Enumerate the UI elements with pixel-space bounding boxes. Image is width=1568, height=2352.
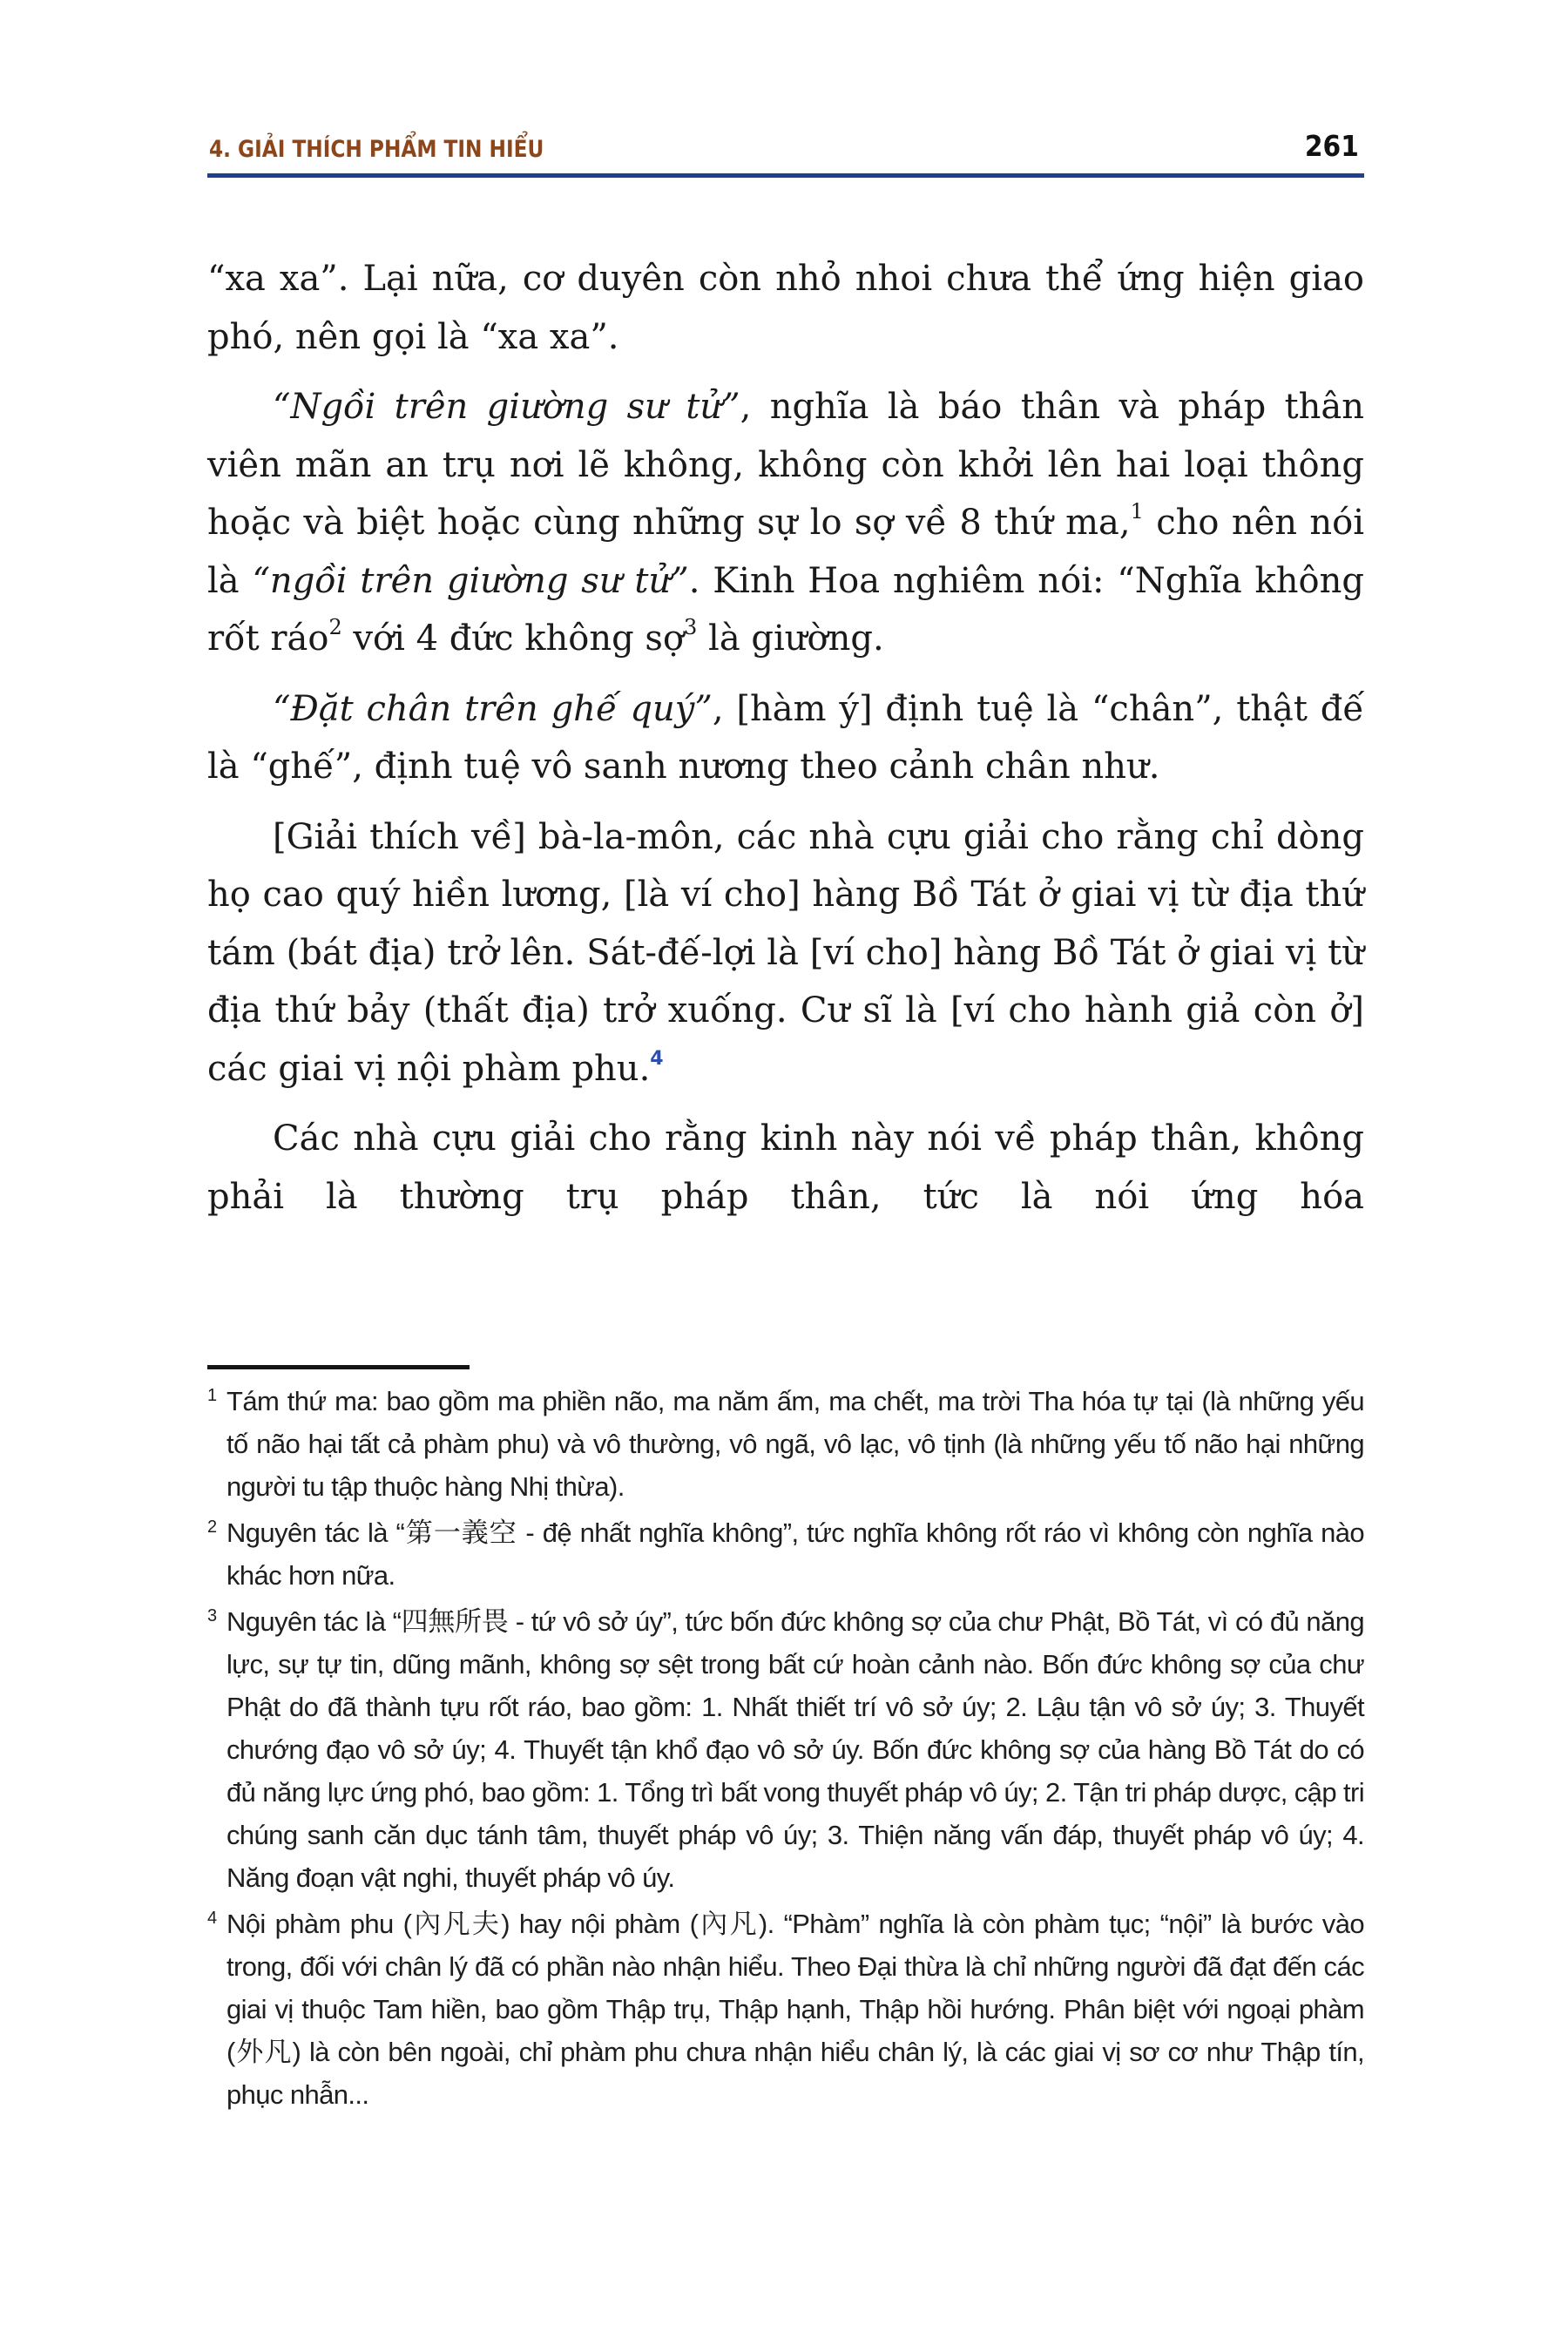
footnote-ref: 2: [328, 615, 342, 639]
footnote: [207, 1380, 1364, 1508]
page-number: 261: [1304, 129, 1359, 163]
quoted-phrase: “Ngồi trên giường sư tử”: [273, 387, 740, 427]
footnote-separator: [207, 1365, 470, 1369]
text-run: . Kinh Hoa nghiêm nói: “Nghĩa không rốt ráo: [207, 560, 1364, 659]
footnote: [207, 1511, 1364, 1597]
text-run: [Giải thích về] bà-la-môn, các nhà cựu giải cho rằng chỉ dòng họ cao quý hiền lương, [là ví cho] hàng Bồ Tát ở giai vị từ địa thứ tám (bát địa) trở lên. Sát-đế-lợi là [ví cho] hàng Bồ Tát ở giai vị từ địa thứ bảy (thất địa) trở xuống. Cư sĩ là [ví cho hành giả còn ở] các giai vị nội phàm phu.: [207, 816, 1364, 1089]
footnote-ref: 3: [684, 615, 698, 639]
footnote-text: Nội phàm phu (內凡夫) hay nội phàm (內凡). “Phàm” nghĩa là còn phàm tục; “nội” là bước vào trong, đối với chân lý đã có phần nào nhận hiểu. Theo Đại thừa là chỉ những người đã đạt đến các giai vị thuộc Tam hiền, bao gồm Thập trụ, Thập hạnh, Thập hồi hướng. Phân biệt với ngoại phàm (外凡) là còn bên ngoài, chỉ phàm phu chưa nhận hiểu chân lý, là các giai vị sơ cơ như Thập tín, phục nhẫn...: [226, 1909, 1364, 2110]
footnote-number: 1: [207, 1386, 217, 1405]
body-paragraph: [207, 1110, 1364, 1226]
text-run: với 4 đức không sợ: [341, 618, 685, 659]
footnote-text: Nguyên tác là “第一義空 - đệ nhất nghĩa không”, tức nghĩa không rốt ráo vì không còn nghĩa nào khác hơn nữa.: [226, 1517, 1364, 1591]
footnote-number: 2: [207, 1517, 217, 1537]
footnote: [207, 1903, 1364, 2116]
text-run: , nghĩa là báo thân và pháp thân viên mãn an trụ nơi lẽ không, không còn khởi lên hai loại thông hoặc và biệt hoặc cùng những sự lo sợ về 8 thứ ma,: [207, 387, 1364, 543]
footnote-ref: 1: [1130, 499, 1144, 524]
footnote-ref-link[interactable]: 4: [650, 1047, 664, 1070]
body-paragraph: [207, 250, 1364, 366]
footnote-text: Tám thứ ma: bao gồm ma phiền não, ma năm ấm, ma chết, ma trời Tha hóa tự tại (là những yếu tố não hại tất cả phàm phu) và vô thường, vô ngã, vô lạc, vô tịnh (là những yếu tố não hại những người tu tập thuộc hàng Nhị thừa).: [226, 1386, 1364, 1502]
footnote-number: 3: [207, 1606, 217, 1625]
chapter-title: 4. GIẢI THÍCH PHẨM TIN HIỂU: [209, 136, 544, 163]
footnote: [207, 1600, 1364, 1899]
text-run: Các nhà cựu giải cho rằng kinh này nói về pháp thân, không phải là thường trụ pháp thân, tức là nói ứng hóa: [207, 1119, 1364, 1217]
header-rule: [207, 173, 1364, 178]
body-paragraph: [207, 378, 1364, 668]
quoted-phrase: “ngồi trên giường sư tử”: [252, 560, 689, 601]
text-run: cho nên nói là: [207, 503, 1364, 601]
footnote-text: Nguyên tác là “四無所畏 - tứ vô sở úy”, tức bốn đức không sợ của chư Phật, Bồ Tát, vì có đủ năng lực, sự tự tin, dũng mãnh, không sợ sệt trong bất cứ hoàn cảnh nào. Bốn đức không sợ của chư Phật do đã thành tựu rốt ráo, bao gồm: 1. Nhất thiết trí vô sở úy; 2. Lậu tận vô sở úy; 3. Thuyết chướng đạo vô sở úy; 4. Thuyết tận khổ đạo vô sở úy. Bốn đức không sợ của hàng Bồ Tát do có đủ năng lực ứng phó, bao gồm: 1. Tổng trì bất vong thuyết pháp vô úy; 2. Tận tri pháp dược, cập tri chúng sanh căn dục tánh tâm, thuyết pháp vô úy; 3. Thiện năng vấn đáp, thuyết pháp vô úy; 4. Năng đoạn vật nghi, thuyết pháp vô úy.: [226, 1606, 1364, 1893]
quoted-phrase: “Đặt chân trên ghế quý”: [273, 688, 713, 729]
text-run: , [hàm ý] định tuệ là “chân”, thật đế là “ghế”, định tuệ vô sanh nương theo cảnh chân như.: [207, 688, 1365, 787]
footnote-number: 4: [207, 1909, 217, 1928]
body-paragraph: [207, 808, 1364, 1098]
body-paragraph: [207, 680, 1364, 796]
footnotes: [207, 1380, 1364, 2119]
text-run: là giường.: [697, 618, 884, 659]
text-run: “xa xa”. Lại nữa, cơ duyên còn nhỏ nhoi chưa thể ứng hiện giao phó, nên gọi là “xa xa”.: [207, 259, 1364, 357]
body-text: [207, 250, 1364, 1238]
running-header: [207, 129, 1364, 174]
